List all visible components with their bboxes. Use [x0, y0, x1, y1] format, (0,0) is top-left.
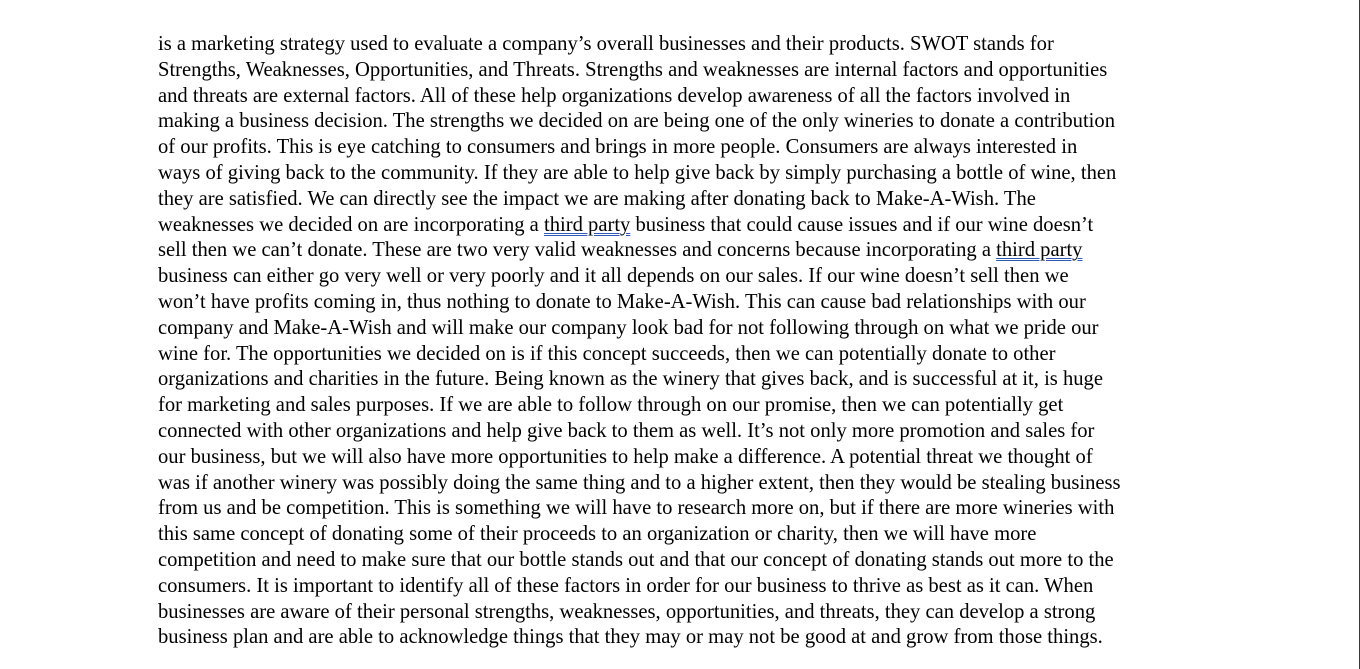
text-run: of our profits. This is eye catching to consumers and brings in more people. Consumers are always interested in — [158, 136, 1078, 159]
text-line — [158, 445, 1238, 471]
text-run: competition and need to make sure that our bottle stands out and that our concept of donating stands out more to the — [158, 548, 1114, 571]
text-run: business can either go very well or very poorly and it all depends on our sales. If our wine doesn’t sell then we — [158, 265, 1069, 288]
text-line — [158, 161, 1238, 187]
text-line — [158, 496, 1238, 522]
grammar-flagged-phrase[interactable]: third party — [543, 213, 631, 236]
text-run: ways of giving back to the community. If they are able to help give back by simply purchasing a bottle of wine, then — [158, 161, 1117, 184]
text-line — [158, 213, 1238, 239]
text-line — [158, 84, 1238, 110]
document-body[interactable] — [158, 32, 1238, 651]
text-run: for marketing and sales purposes. If we are able to follow through on our promise, then we can potentially get — [158, 394, 1064, 417]
text-line — [158, 316, 1238, 342]
text-run: wine for. The opportunities we decided on is if this concept succeeds, then we can potentially donate to other — [158, 342, 1056, 365]
text-run: this same concept of donating some of their proceeds to an organization or charity, then we will have more — [158, 523, 1037, 546]
text-line — [158, 290, 1238, 316]
text-run: business that could cause issues and if our wine doesn’t — [630, 213, 1094, 236]
text-line — [158, 471, 1238, 497]
text-run: from us and be competition. This is something we will have to research more on, but if there are more wineries with — [158, 497, 1115, 520]
text-line — [158, 600, 1238, 626]
text-run: making a business decision. The strengths we decided on are being one of the only wineries to donate a contribution — [158, 110, 1115, 133]
text-run: weaknesses we decided on are incorporating a — [158, 213, 544, 236]
text-line — [158, 574, 1238, 600]
text-line — [158, 264, 1238, 290]
text-run: Strengths, Weaknesses, Opportunities, and Threats. Strengths and weaknesses are internal factors and opportunities — [158, 58, 1108, 81]
text-line — [158, 367, 1238, 393]
text-line — [158, 393, 1238, 419]
grammar-flagged-phrase[interactable]: third party — [996, 239, 1083, 262]
text-run: was if another winery was possibly doing the same thing and to a higher extent, then they would be stealing business — [158, 471, 1121, 494]
text-run: company and Make-A-Wish and will make our company look bad for not following through on what we pride our — [158, 316, 1099, 339]
text-line — [158, 625, 1238, 651]
text-line — [158, 109, 1238, 135]
text-run: business plan and are able to acknowledge things that they may or may not be good at and grow from those things. — [158, 626, 1103, 649]
text-line — [158, 187, 1238, 213]
text-line — [158, 342, 1238, 368]
text-line — [158, 419, 1238, 445]
text-run: consumers. It is important to identify all of these factors in order for our business to thrive as best as it can. When — [158, 574, 1094, 597]
text-line — [158, 32, 1238, 58]
text-run: and threats are external factors. All of these help organizations develop awareness of all the factors involved in — [158, 84, 1071, 107]
text-line — [158, 238, 1238, 264]
text-run: businesses are aware of their personal strengths, weaknesses, opportunities, and threats, they can develop a strong — [158, 600, 1096, 623]
text-line — [158, 135, 1238, 161]
text-line — [158, 522, 1238, 548]
text-run: organizations and charities in the future. Being known as the winery that gives back, and is successful at it, is huge — [158, 368, 1103, 391]
text-line — [158, 58, 1238, 84]
text-run: won’t have profits coming in, thus nothing to donate to Make-A-Wish. This can cause bad relationships with our — [158, 290, 1086, 313]
text-run: is a marketing strategy used to evaluate a company’s overall businesses and their products. SWOT stands for — [158, 33, 1054, 55]
text-run: they are satisfied. We can directly see the impact we are making after donating back to Make-A-Wish. The — [158, 187, 1036, 210]
text-run: sell then we can’t donate. These are two very valid weaknesses and concerns because incorporating a — [158, 239, 997, 262]
text-line — [158, 548, 1238, 574]
text-run: our business, but we will also have more opportunities to help make a difference. A potential threat we thought of — [158, 445, 1093, 468]
text-run: connected with other organizations and help give back to them as well. It’s not only more promotion and sales for — [158, 419, 1095, 442]
